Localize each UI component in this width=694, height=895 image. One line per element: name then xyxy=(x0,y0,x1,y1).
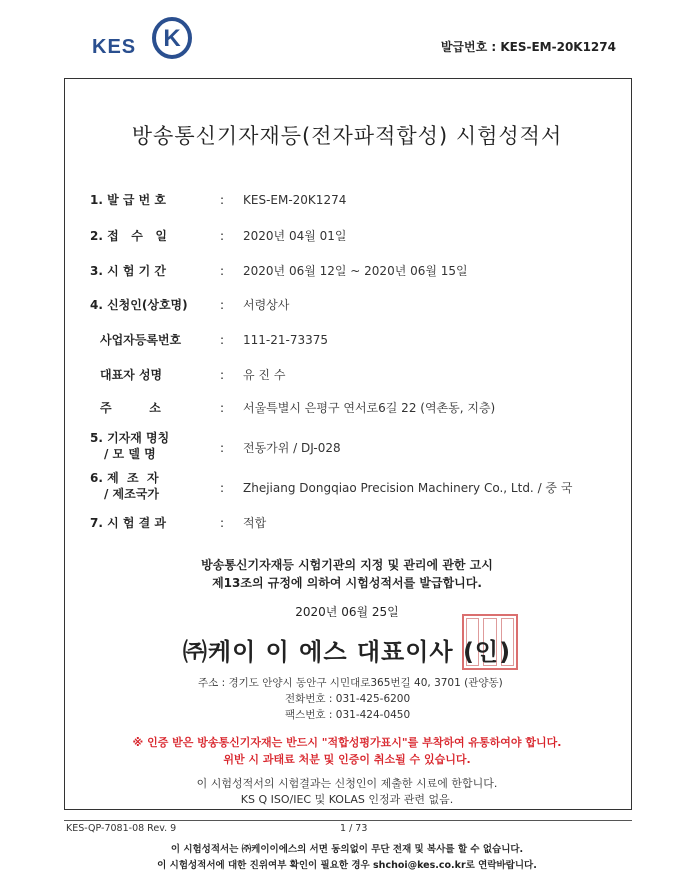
field-label: 대표자 성명 xyxy=(100,368,163,382)
field-colon: : xyxy=(220,193,225,207)
field-label: 사업자등록번호 xyxy=(100,333,182,347)
form-code: KES-QP-7081-08 Rev. 9 xyxy=(66,823,177,834)
kes-logo xyxy=(92,14,202,60)
field-value: 2020년 04월 01일 xyxy=(243,229,347,243)
test-scope-note: 이 시험성적서의 시험결과는 신청인이 제출한 시료에 한합니다. xyxy=(196,777,498,790)
company-fax: 팩스번호 : 031-424-0450 xyxy=(285,709,411,721)
field-colon: : xyxy=(220,229,225,243)
issue-date: 2020년 06월 25일 xyxy=(295,605,399,619)
issue-number-top: 발급번호 : KES-EM-20K1274 xyxy=(440,40,616,54)
field-colon: : xyxy=(220,368,225,382)
field-colon: : xyxy=(220,441,225,455)
field-colon: : xyxy=(220,401,225,415)
warning-line-1: ※ 인증 받은 방송통신기자재는 반드시 "적합성평가표시"를 부착하여 유통하여야 합니다. xyxy=(132,736,562,749)
notice-line-1: 방송통신기자재등 시험기관의 지정 및 관리에 관한 고시 xyxy=(201,558,493,572)
field-value: 전동가위 / DJ-028 xyxy=(243,441,341,455)
footer-divider xyxy=(64,820,632,821)
field-value: 유 진 수 xyxy=(243,368,286,382)
field-label: 6. 제 조 자 xyxy=(90,471,159,485)
field-value: 2020년 06월 12일 ~ 2020년 06월 15일 xyxy=(243,264,468,278)
field-value: 적합 xyxy=(243,516,267,530)
company-address: 주소 : 경기도 안양시 동안구 시민대로365번길 40, 3701 (관양동) xyxy=(198,677,503,689)
field-label: 4. 신청인(상호명) xyxy=(90,298,188,312)
page-number: 1 / 73 xyxy=(340,823,368,834)
field-colon: : xyxy=(220,516,225,530)
field-label-second: / 제조국가 xyxy=(104,487,159,501)
field-value: KES-EM-20K1274 xyxy=(243,193,347,207)
field-label: 5. 기자재 명칭 xyxy=(90,431,170,445)
field-colon: : xyxy=(220,481,225,495)
field-value: 서울특별시 은평구 연서로6길 22 (역촌동, 지층) xyxy=(243,401,496,415)
field-label: 주 소 xyxy=(100,401,161,415)
notice-line-2: 제13조의 규정에 의하여 시험성적서를 발급합니다. xyxy=(212,576,482,590)
field-label: 3. 시 험 기 간 xyxy=(90,264,166,278)
logo-text: KES xyxy=(92,36,137,58)
warning-line-2: 위반 시 과태료 처분 및 인증이 취소될 수 있습니다. xyxy=(223,753,471,766)
copyright-line-1: 이 시험성적서는 ㈜케이이에스의 서면 동의없이 무단 전재 및 복사를 할 수 없습니다. xyxy=(170,844,524,855)
field-label: 1. 발 급 번 호 xyxy=(90,193,166,207)
field-label: 7. 시 험 결 과 xyxy=(90,516,166,530)
field-value: 서령상사 xyxy=(243,298,290,312)
field-colon: : xyxy=(220,298,225,312)
logo-mark-letter: K xyxy=(163,25,181,52)
field-colon: : xyxy=(220,333,225,347)
field-colon: : xyxy=(220,264,225,278)
kes-logo-mark-icon xyxy=(146,14,198,60)
company-phone: 전화번호 : 031-425-6200 xyxy=(285,693,411,705)
document-title: 방송통신기자재등(전자파적합성) 시험성적서 xyxy=(131,124,563,148)
field-value: Zhejiang Dongqiao Precision Machinery Co., Ltd. / 중 국 xyxy=(243,481,573,495)
field-label: 2. 접 수 일 xyxy=(90,229,167,243)
field-label-second: / 모 델 명 xyxy=(104,447,156,461)
kolas-note: KS Q ISO/IEC 및 KOLAS 인정과 관련 없음. xyxy=(240,793,454,806)
copyright-line-2: 이 시험성적서에 대한 진위여부 확인이 필요한 경우 shchoi@kes.co.kr로 연락바랍니다. xyxy=(157,860,537,871)
issuer-signature: ㈜케이 이 에스 대표이사 (인) xyxy=(182,638,512,666)
field-value: 111-21-73375 xyxy=(243,333,329,347)
